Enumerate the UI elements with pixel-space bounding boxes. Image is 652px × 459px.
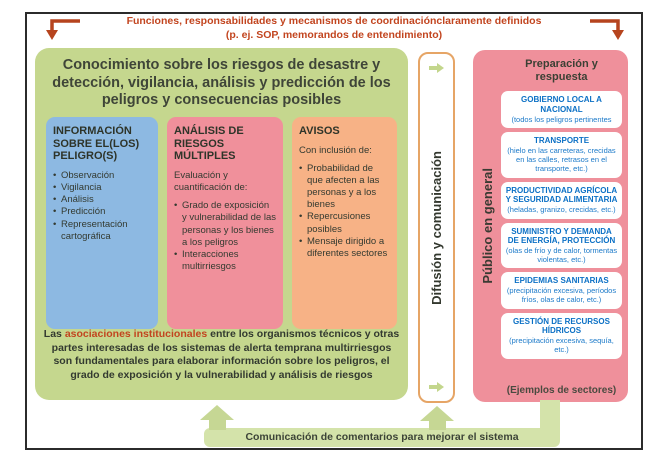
- feedback-up-arrow-left-stem: [209, 418, 226, 430]
- risk-knowledge-title: Conocimiento sobre los riesgos de desastre y detección, vigilancia, análisis y predicción de los peligros y consecuencias posibles: [52, 57, 391, 109]
- banner-line1: Funciones, responsabilidades y mecanismos de coordinaciónclaramente definidos: [126, 15, 542, 27]
- warnings-box: [292, 117, 397, 329]
- sector-detail: (heladas, granizo, crecidas, etc.): [507, 204, 616, 214]
- list-item: • Análisis: [53, 194, 151, 206]
- preparedness-panel: [473, 50, 628, 402]
- flow-right-arrow-bottom-icon: [429, 382, 444, 392]
- feedback-bar: Comunicación de comentarios para mejorar el sistema: [204, 428, 560, 447]
- list-item: • Observación: [53, 170, 151, 182]
- multi-risk-analysis-box: [167, 117, 283, 329]
- elbow-down-arrow-left-icon: [42, 17, 82, 43]
- sector-examples-footer: (Ejemplos de sectores): [506, 385, 617, 396]
- sector-name: SUMINISTRO Y DEMANDA DE ENERGÍA, PROTECCIÓN: [507, 226, 616, 246]
- note-rest: entre los organismos técnicos y otras partes interesadas de los sistemas de alerta temprana multirriesgos son fundamentales para elaborar información sobre los peligros, el grado de exposición y la vulnerabilidad y análisis de riesgos: [51, 327, 400, 381]
- multi-risk-analysis-intro: Evaluación y cuantificación de:: [174, 169, 248, 194]
- note-highlight: asociaciones institucionales: [64, 327, 208, 340]
- general-public-label: Público en general: [480, 168, 495, 284]
- warnings-list: [299, 163, 390, 260]
- sector-card: [501, 132, 622, 177]
- multi-risk-analysis-list: [174, 200, 276, 273]
- sector-card: [501, 91, 622, 128]
- general-public-strip: [474, 50, 501, 402]
- note-prefix: Las: [43, 327, 65, 340]
- sector-detail: (olas de frío y de calor, tormentas violentas, etc.): [505, 245, 618, 264]
- multi-risk-analysis-title: ANÁLISIS DE RIESGOS MÚLTIPLES: [174, 125, 244, 163]
- hazard-information-title: INFORMACIÓN SOBRE EL(LOS) PELIGRO(S): [53, 125, 140, 163]
- list-item: • Interacciones multirriesgos: [174, 249, 276, 273]
- dissemination-column: [418, 52, 455, 403]
- feedback-up-arrow-middle-stem: [429, 419, 446, 430]
- sector-detail: (precipitación excesiva, sequía, etc.): [509, 335, 614, 354]
- warnings-intro: Con inclusión de:: [299, 144, 372, 156]
- list-item: • Grado de exposición y vulnerabilidad de las personas y los bienes a los peligros: [174, 200, 276, 249]
- sector-detail: (precipitación excesiva, períodos fríos, olas de calor, etc.): [506, 286, 617, 304]
- list-item: • Vigilancia: [53, 182, 151, 194]
- banner-line2: (p. ej. SOP, memorandos de entendimiento): [225, 28, 443, 41]
- list-item: • Predicción: [53, 206, 151, 218]
- sector-card: [501, 223, 622, 269]
- hazard-information-box: [46, 117, 158, 329]
- sector-card: [501, 272, 622, 308]
- sector-detail: (hielo en las carreteras, crecidas en las calles, retrasos en el transporte, etc.): [507, 146, 616, 173]
- warnings-title: AVISOS: [299, 125, 340, 137]
- sector-name: GESTIÓN DE RECURSOS HÍDRICOS: [513, 316, 610, 336]
- sector-name: EPIDEMIAS SANITARIAS: [514, 276, 609, 286]
- hazard-information-list: [53, 170, 151, 243]
- flow-right-arrow-top-icon: [429, 63, 444, 73]
- elbow-down-arrow-right-icon: [588, 17, 628, 43]
- list-item: • Representación cartográfica: [53, 219, 151, 243]
- sector-name: TRANSPORTE: [533, 136, 590, 146]
- list-item: • Mensaje dirigido a diferentes sectores: [299, 236, 390, 260]
- list-item: • Probabilidad de que afecten a las personas y a los bienes: [299, 163, 390, 212]
- sector-card: [501, 313, 622, 359]
- sector-card: [501, 182, 622, 219]
- sector-detail: (todos los peligros pertinentes: [511, 114, 612, 124]
- list-item: • Repercusiones posibles: [299, 211, 390, 235]
- preparedness-title: Preparación y respuesta: [525, 58, 598, 84]
- institutional-partnerships-note: [43, 328, 400, 383]
- sector-name: GOBIERNO LOCAL A NACIONAL: [521, 95, 602, 114]
- risk-knowledge-panel: [35, 48, 408, 400]
- top-banner: [76, 15, 592, 42]
- preparedness-content: [501, 57, 622, 396]
- sector-name: PRODUCTIVIDAD AGRÍCOLA Y SEGURIDAD ALIMENTARIA: [505, 185, 618, 205]
- dissemination-label: Difusión y comunicación: [429, 150, 444, 305]
